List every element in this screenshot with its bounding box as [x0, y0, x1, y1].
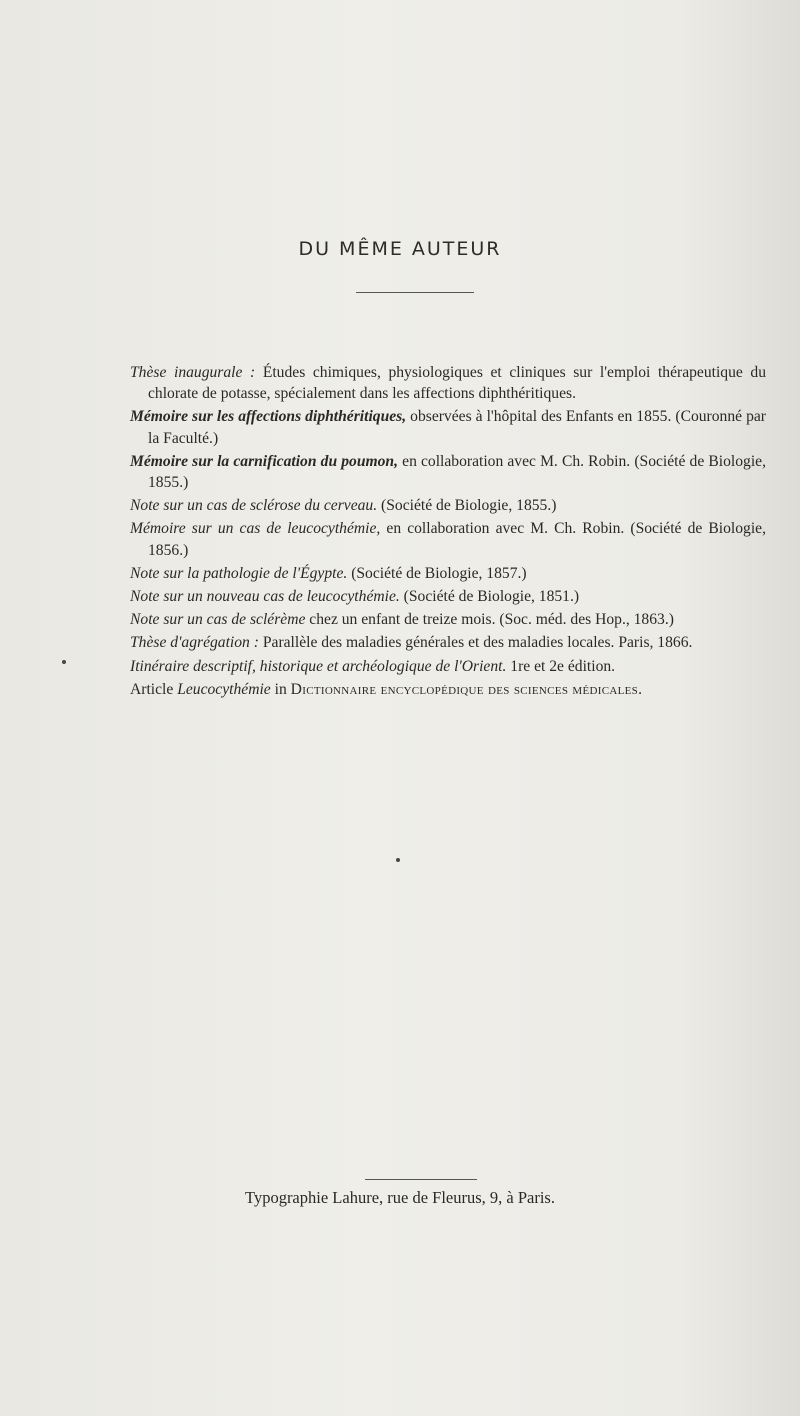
bibliography-list: [130, 362, 766, 702]
entry-text: observées à l'hôpital des Enfants en 1855. (Couronné par la Faculté.): [148, 408, 766, 447]
bibliography-entry: [130, 362, 766, 404]
entry-text: Parallèle des maladies générales et des maladies locales. Paris, 1866.: [258, 634, 693, 652]
entry-text: en collaboration avec M. Ch. Robin. (Société de Biologie, 1856.): [148, 520, 767, 559]
entry-text: (Société de Biologie, 1851.): [399, 588, 580, 606]
bibliography-entry: [130, 632, 766, 653]
entry-text: 1re et 2e édition.: [506, 657, 616, 675]
entry-title: Mémoire sur la carnification du poumon,: [130, 452, 399, 470]
entry-title: Thèse d'agrégation :: [130, 634, 259, 652]
bibliography-entry: [130, 495, 766, 516]
bibliography-entry: [130, 451, 766, 493]
bibliography-entry: [130, 563, 766, 584]
bibliography-entry: [130, 609, 766, 630]
entry-text: en collaboration avec M. Ch. Robin. (Société de Biologie, 1855.): [148, 452, 767, 492]
entry-publication: Dictionnaire encyclopédique des sciences médicales.: [290, 680, 643, 698]
printer-imprint: Typographie Lahure, rue de Fleurus, 9, à Paris.: [245, 1188, 555, 1207]
entry-title: Mémoire sur les affections diphthéritiques,: [130, 408, 407, 426]
entry-title: Note sur la pathologie de l'Égypte.: [130, 564, 348, 582]
bibliography-entry-article: [130, 679, 766, 700]
entry-title: Itinéraire descriptif, historique et archéologique de l'Orient.: [130, 657, 507, 675]
entry-title: Note sur un cas de sclérème: [130, 611, 306, 629]
entry-title: Mémoire sur un cas de leucocythémie,: [130, 520, 381, 538]
bibliography-entry: [130, 586, 766, 607]
entry-title: Thèse inaugurale :: [130, 364, 256, 381]
entry-title: Leucocythémie: [177, 680, 271, 698]
footer-rule: [365, 1179, 477, 1180]
bibliography-entry: [130, 518, 766, 560]
entry-connector: in: [270, 680, 291, 698]
ink-speck: [396, 858, 400, 862]
entry-title: Note sur un nouveau cas de leucocythémie.: [130, 588, 400, 606]
bibliography-entry: [130, 406, 766, 448]
heading-rule: [356, 292, 474, 293]
entry-text: (Société de Biologie, 1857.): [347, 564, 527, 582]
entry-title: Note sur un cas de sclérose du cerveau.: [130, 497, 378, 515]
bibliography-entry: [130, 656, 766, 677]
entry-text: chez un enfant de treize mois. (Soc. méd. des Hop., 1863.): [305, 611, 674, 629]
entry-text: Études chimiques, physiologiques et cliniques sur l'emploi thérapeutique du chlorate de potasse, spécialement dans les affections diphthéritiques.: [148, 364, 767, 403]
entry-text: (Société de Biologie, 1855.): [377, 497, 557, 515]
ink-speck: [62, 660, 66, 664]
page-heading: DU MÊME AUTEUR: [298, 238, 502, 260]
entry-prefix: Article: [130, 680, 178, 698]
